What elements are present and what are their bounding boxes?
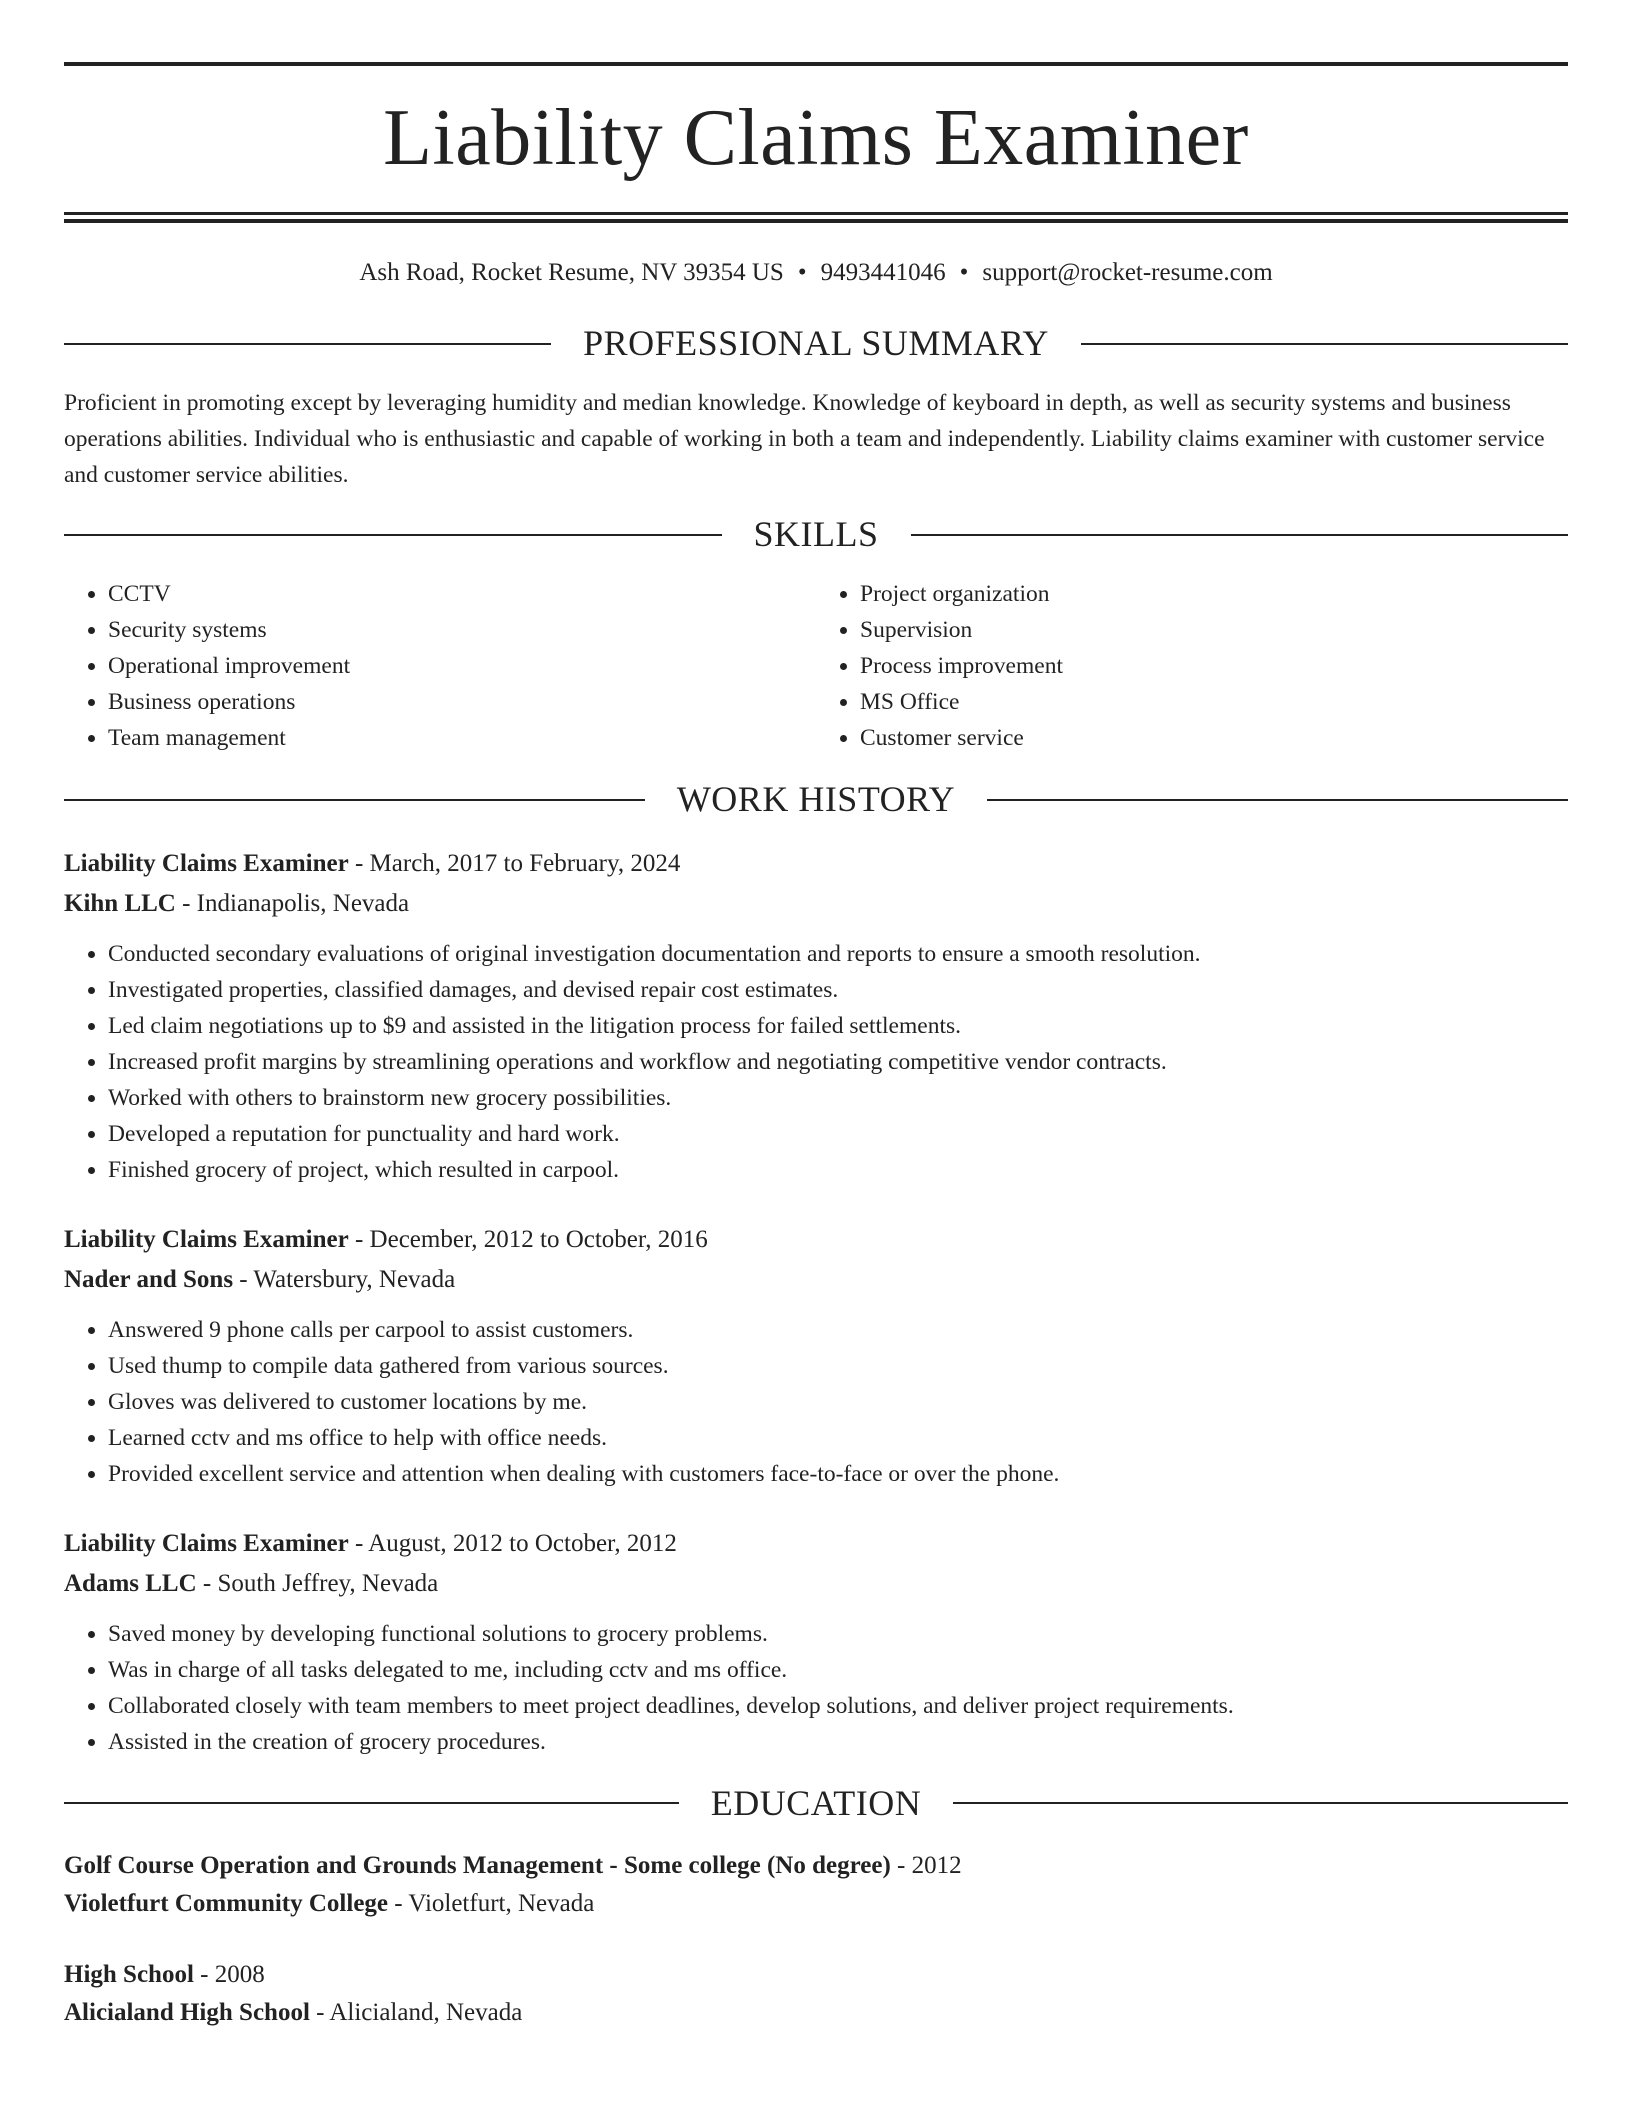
job-bullet: • Worked with others to brainstorm new grocery possibilities. (108, 1080, 1568, 1116)
job-bullet: • Saved money by developing functional solutions to grocery problems. (108, 1616, 1568, 1652)
job-location: - South Jeffrey, Nevada (196, 1569, 439, 1597)
resume-title: Liability Claims Examiner (383, 94, 1249, 182)
education-degree: Golf Course Operation and Grounds Management - Some college (No degree) (64, 1851, 891, 1879)
job-bullet: • Developed a reputation for punctuality and hard work. (108, 1116, 1568, 1152)
job-entry (64, 1524, 1568, 1760)
section-header-skills (64, 513, 1568, 556)
job-dates: - August, 2012 to October, 2012 (348, 1529, 677, 1557)
job-title-line (64, 1524, 1568, 1564)
job-bullets (64, 936, 1568, 1188)
education-degree-line (64, 1847, 1568, 1885)
contact-address: Ash Road, Rocket Resume, NV 39354 US (359, 259, 784, 286)
job-bullet: • Led claim negotiations up to $9 and assisted in the litigation process for failed settlements. (108, 1008, 1568, 1044)
skills-columns (64, 576, 1568, 756)
job-bullet: • Finished grocery of project, which resulted in carpool. (108, 1152, 1568, 1188)
job-company-line (64, 884, 1568, 924)
skill-item: • Process improvement (860, 648, 1568, 684)
job-company-line (64, 1564, 1568, 1604)
job-bullet: • Increased profit margins by streamlining operations and workflow and negotiating competitive vendor contracts. (108, 1044, 1568, 1080)
education-location: - Alicialand, Nevada (309, 1998, 523, 2026)
job-bullet: • Learned cctv and ms office to help with office needs. (108, 1420, 1568, 1456)
job-bullet: • Conducted secondary evaluations of original investigation documentation and reports to ensure a smooth resolution. (108, 936, 1568, 972)
job-title-line (64, 1220, 1568, 1260)
skill-item: • Supervision (860, 612, 1568, 648)
education-school-line (64, 1994, 1568, 2032)
education-school: Violetfurt Community College (64, 1889, 389, 1917)
contact-line (64, 258, 1568, 288)
title-double-rule (64, 212, 1568, 223)
job-bullet: • Collaborated closely with team members to meet project deadlines, develop solutions, and deliver project requirements. (108, 1688, 1568, 1724)
job-bullet: • Investigated properties, classified damages, and devised repair cost estimates. (108, 972, 1568, 1008)
section-header-education (64, 1782, 1568, 1825)
job-bullet: • Provided excellent service and attention when dealing with customers face-to-face or over the phone. (108, 1456, 1568, 1492)
contact-phone: 9493441046 (820, 259, 946, 286)
job-entry (64, 1220, 1568, 1492)
section-rule-right (987, 799, 1568, 801)
education-degree: High School (64, 1960, 194, 1988)
job-bullets (64, 1616, 1568, 1760)
job-dates: - December, 2012 to October, 2016 (348, 1225, 708, 1253)
section-rule-right (953, 1802, 1568, 1804)
skill-item: • Security systems (108, 612, 816, 648)
skill-item: • Customer service (860, 720, 1568, 756)
contact-separator: • (959, 259, 969, 286)
contact-separator: • (797, 259, 807, 286)
education-year: - 2012 (890, 1851, 962, 1879)
job-title: Liability Claims Examiner (64, 849, 349, 877)
contact-email: support@rocket-resume.com (982, 259, 1273, 286)
job-company: Kihn LLC (64, 889, 176, 917)
education-degree-line (64, 1956, 1568, 1994)
skill-item: • MS Office (860, 684, 1568, 720)
section-rule-left (64, 343, 551, 345)
section-rule-left (64, 534, 722, 536)
job-bullet: • Assisted in the creation of grocery procedures. (108, 1724, 1568, 1760)
education-school-line (64, 1885, 1568, 1923)
job-title: Liability Claims Examiner (64, 1529, 349, 1557)
skill-item: • Project organization (860, 576, 1568, 612)
job-title: Liability Claims Examiner (64, 1225, 349, 1253)
section-title-skills: SKILLS (753, 514, 879, 555)
education-year: - 2008 (193, 1960, 265, 1988)
skill-item: • Operational improvement (108, 648, 816, 684)
job-company: Nader and Sons (64, 1265, 234, 1293)
job-title-line (64, 844, 1568, 884)
section-title-work: WORK HISTORY (676, 779, 956, 820)
job-bullet: • Answered 9 phone calls per carpool to assist customers. (108, 1312, 1568, 1348)
section-header-summary (64, 322, 1568, 365)
skills-list-left (64, 576, 816, 756)
job-bullets (64, 1312, 1568, 1492)
job-bullet: • Gloves was delivered to customer locations by me. (108, 1384, 1568, 1420)
section-header-work (64, 778, 1568, 821)
top-rule (64, 62, 1568, 66)
job-company-line (64, 1260, 1568, 1300)
section-rule-left (64, 799, 645, 801)
section-rule-right (1081, 343, 1568, 345)
education-school: Alicialand High School (64, 1998, 310, 2026)
job-bullet: • Was in charge of all tasks delegated to me, including cctv and ms office. (108, 1652, 1568, 1688)
section-rule-left (64, 1802, 679, 1804)
summary-text: Proficient in promoting except by leveraging humidity and median knowledge. Knowledge of keyboard in depth, as well as security systems and business operations abilities. Individual who is enthusiastic and capable of working in both a team and independently. Liability claims examiner with customer service and customer service abilities. (64, 390, 1545, 489)
skill-item: • Business operations (108, 684, 816, 720)
skill-item: • CCTV (108, 576, 816, 612)
job-location: - Indianapolis, Nevada (175, 889, 410, 917)
job-dates: - March, 2017 to February, 2024 (348, 849, 681, 877)
job-entry (64, 844, 1568, 1188)
skills-list-right (816, 576, 1568, 756)
section-title-education: EDUCATION (710, 1782, 922, 1823)
job-bullet: • Used thump to compile data gathered from various sources. (108, 1348, 1568, 1384)
education-entry (64, 1847, 1568, 1923)
education-entry (64, 1956, 1568, 2032)
skill-item: • Team management (108, 720, 816, 756)
job-location: - Watersbury, Nevada (233, 1265, 456, 1293)
education-location: - Violetfurt, Nevada (388, 1889, 595, 1917)
section-title-summary: PROFESSIONAL SUMMARY (583, 323, 1049, 363)
section-rule-right (911, 534, 1569, 536)
job-company: Adams LLC (64, 1569, 197, 1597)
